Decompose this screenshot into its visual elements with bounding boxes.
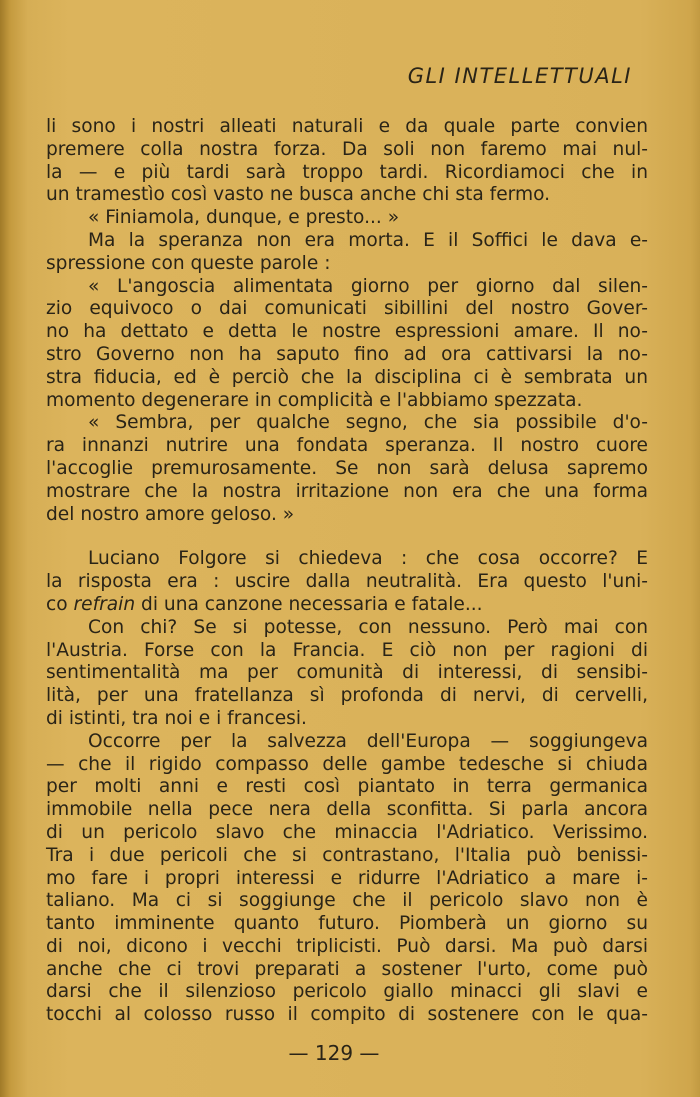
text-line: taliano. Ma ci si soggiunge che il pericolo slavo non è <box>46 890 648 912</box>
text-line: darsi che il silenzioso pericolo giallo minacci gli slavi e <box>46 981 648 1003</box>
text-line: l'accoglie premurosamente. Se non sarà delusa sapremo <box>46 457 648 479</box>
text-line: di noi, dicono i vecchi triplicisti. Può darsi. Ma può darsi <box>46 935 648 957</box>
text-line: « Finiamola, dunque, e presto... » <box>88 207 400 229</box>
text-line: mo fare i propri interessi e ridurre l'Adriatico a mare i- <box>46 867 648 889</box>
text-line: stra fiducia, ed è perciò che la disciplina ci è sembrata un <box>46 366 648 388</box>
text-line: immobile nella pece nera della sconfitta. Si parla ancora <box>46 799 648 821</box>
text-line: lità, per una fratellanza sì profonda di nervi, di cervelli, <box>46 685 648 707</box>
body-text <box>46 116 648 1027</box>
text-line: del nostro amore geloso. » <box>46 503 295 525</box>
text-line: la — e più tardi sarà troppo tardi. Ricordiamoci che in <box>46 161 648 183</box>
text-segment: co <box>46 593 74 615</box>
text-line: Ma la speranza non era morta. E il Soffici le dava e- <box>88 229 648 251</box>
text-line: la risposta era : uscire dalla neutralità. Era questo l'uni- <box>46 571 648 593</box>
italic-word: refrain <box>73 593 136 615</box>
text-line: Luciano Folgore si chiedeva : che cosa occorre? E <box>88 548 648 570</box>
text-line: premere colla nostra forza. Da soli non faremo mai nul- <box>46 138 648 160</box>
text-line: un tramestìo così vasto ne busca anche chi sta fermo. <box>46 184 551 206</box>
text-line: Con chi? Se si potesse, con nessuno. Però mai con <box>88 616 648 638</box>
text-line: tocchi al colosso russo il compito di sostenere con le qua- <box>46 1004 648 1026</box>
section-gap <box>46 526 648 548</box>
text-line: sentimentalità ma per comunità di interessi, di sensibi- <box>46 662 648 684</box>
text-line: spressione con queste parole : <box>46 252 331 274</box>
running-head: GLI INTELLETTUALI <box>407 64 632 88</box>
text-line: mostrare che la nostra irritazione non era che una forma <box>46 480 648 502</box>
text-line: no ha dettato e detta le nostre espressioni amare. Il no- <box>46 321 648 343</box>
text-line: Occorre per la salvezza dell'Europa — soggiungeva <box>88 730 648 752</box>
text-line: « Sembra, per qualche segno, che sia possibile d'o- <box>88 412 648 434</box>
text-line: « L'angoscia alimentata giorno per giorno dal silen- <box>88 275 648 297</box>
text-line: stro Governo non ha saputo fino ad ora cattivarsi la no- <box>46 343 648 365</box>
text-line: anche che ci trovi preparati a sostener l'urto, come può <box>46 958 648 980</box>
text-line: tanto imminente quanto futuro. Piomberà un giorno su <box>46 913 648 935</box>
text-segment: di una canzone necessaria e fatale... <box>135 593 483 615</box>
text-line: di istinti, tra noi e i francesi. <box>46 707 307 729</box>
text-line: l'Austria. Forse con la Francia. E ciò non per ragioni di <box>46 639 648 661</box>
text-line: li sono i nostri alleati naturali e da quale parte convien <box>46 116 648 137</box>
text-line: per molti anni e resti così piantato in terra germanica <box>46 776 648 798</box>
page-number: — 129 — <box>288 1041 380 1065</box>
text-line: zio equivoco o dai comunicati sibillini del nostro Gover- <box>46 298 648 320</box>
text-line <box>46 594 648 617</box>
text-line: momento degenerare in complicità e l'abbiamo spezzata. <box>46 389 583 411</box>
text-line: di un pericolo slavo che minaccia l'Adriatico. Verissimo. <box>46 821 648 843</box>
text-line: ra innanzi nutrire una fondata speranza. Il nostro cuore <box>46 435 648 457</box>
text-line: — che il rigido compasso delle gambe tedesche si chiuda <box>46 753 648 775</box>
text-line: Tra i due pericoli che si contrastano, l'Italia può benissi- <box>46 844 648 866</box>
